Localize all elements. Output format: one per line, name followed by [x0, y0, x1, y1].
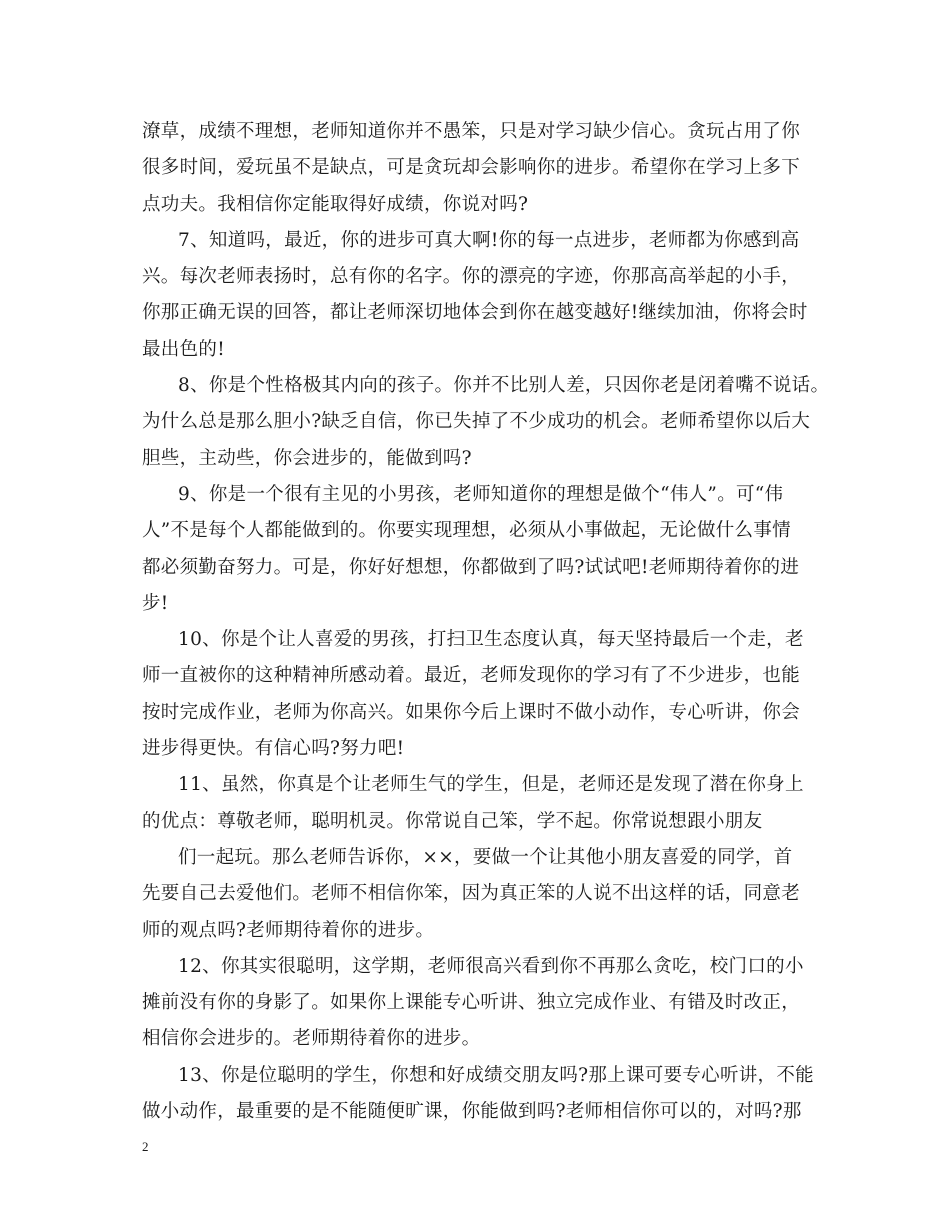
text-line: 师的观点吗?老师期待着你的进步。 [142, 919, 435, 941]
text-line: 为什么总是那么胆小?缺乏自信，你已失掉了不少成功的机会。老师希望你以后大 [142, 411, 811, 433]
document-body [142, 114, 830, 1130]
text-line: 人”不是每个人都能做到的。你要实现理想，必须从小事做起，无论做什么事情 [142, 520, 791, 542]
text-line: 点功夫。我相信你定能取得好成绩，你说对吗? [142, 193, 529, 215]
text-line: 相信你会进步的。老师期待着你的进步。 [142, 1028, 481, 1050]
paragraph-12-start: 12、你其实很聪明，这学期，老师很高兴看到你不再那么贪吃，校门口的小 [178, 955, 804, 977]
text-line: 按时完成作业，老师为你高兴。如果你今后上课时不做小动作，专心听讲，你会 [142, 701, 801, 723]
paragraph-8-start: 8、你是个性格极其内向的孩子。你并不比别人差，只因你老是闭着嘴不说话。 [178, 375, 830, 397]
text-line: 摊前没有你的身影了。如果你上课能专心听讲、独立完成作业、有错及时改正， [142, 992, 801, 1014]
paragraph-9-start: 9、你是一个很有主见的小男孩，老师知道你的理想是做个“伟人”。可“伟 [178, 483, 784, 505]
text-line: 兴。每次老师表扬时，总有你的名字。你的漂亮的字迹，你那高高举起的小手， [142, 266, 801, 288]
text-line: 步! [142, 592, 169, 614]
paragraph-11-continued: 们一起玩。那么老师告诉你，××，要做一个让其他小朋友喜爱的同学，首 [178, 846, 793, 868]
text-line: 潦草，成绩不理想，老师知道你并不愚笨，只是对学习缺少信心。贪玩占用了你 [142, 121, 801, 142]
text-line: 进步得更快。有信心吗?努力吧! [142, 738, 405, 760]
text-line: 做小动作，最重要的是不能随便旷课，你能做到吗?老师相信你可以的，对吗?那 [142, 1101, 802, 1123]
paragraph-11-start: 11、虽然，你真是个让老师生气的学生，但是，老师还是发现了潜在你身上 [178, 774, 804, 796]
text-line: 的优点：尊敬老师，聪明机灵。你常说自己笨，学不起。你常说想跟小朋友 [142, 810, 763, 832]
text-line: 你那正确无误的回答，都让老师深切地体会到你在越变越好!继续加油，你将会时 [142, 302, 808, 324]
paragraph-10-start: 10、你是个让人喜爱的男孩，打扫卫生态度认真，每天坚持最后一个走，老 [178, 629, 804, 651]
text-line: 先要自己去爱他们。老师不相信你笨，因为真正笨的人说不出这样的话，同意老 [142, 883, 801, 905]
page-number: 2 [142, 1139, 149, 1154]
paragraph-13-start: 13、你是位聪明的学生，你想和好成绩交朋友吗?那上课可要专心听讲，不能 [178, 1064, 814, 1086]
text-line: 师一直被你的这种精神所感动着。最近，老师发现你的学习有了不少进步，也能 [142, 665, 801, 687]
text-line: 胆些，主动些，你会进步的，能做到吗? [142, 447, 472, 469]
text-line: 很多时间，爱玩虽不是缺点，可是贪玩却会影响你的进步。希望你在学习上多下 [142, 157, 801, 179]
paragraph-7-start: 7、知道吗，最近，你的进步可真大啊!你的每一点进步，老师都为你感到高 [178, 229, 800, 251]
text-line: 最出色的! [142, 338, 225, 360]
text-line: 都必须勤奋努力。可是，你好好想想，你都做到了吗?试试吧!老师期待着你的进 [142, 556, 800, 578]
